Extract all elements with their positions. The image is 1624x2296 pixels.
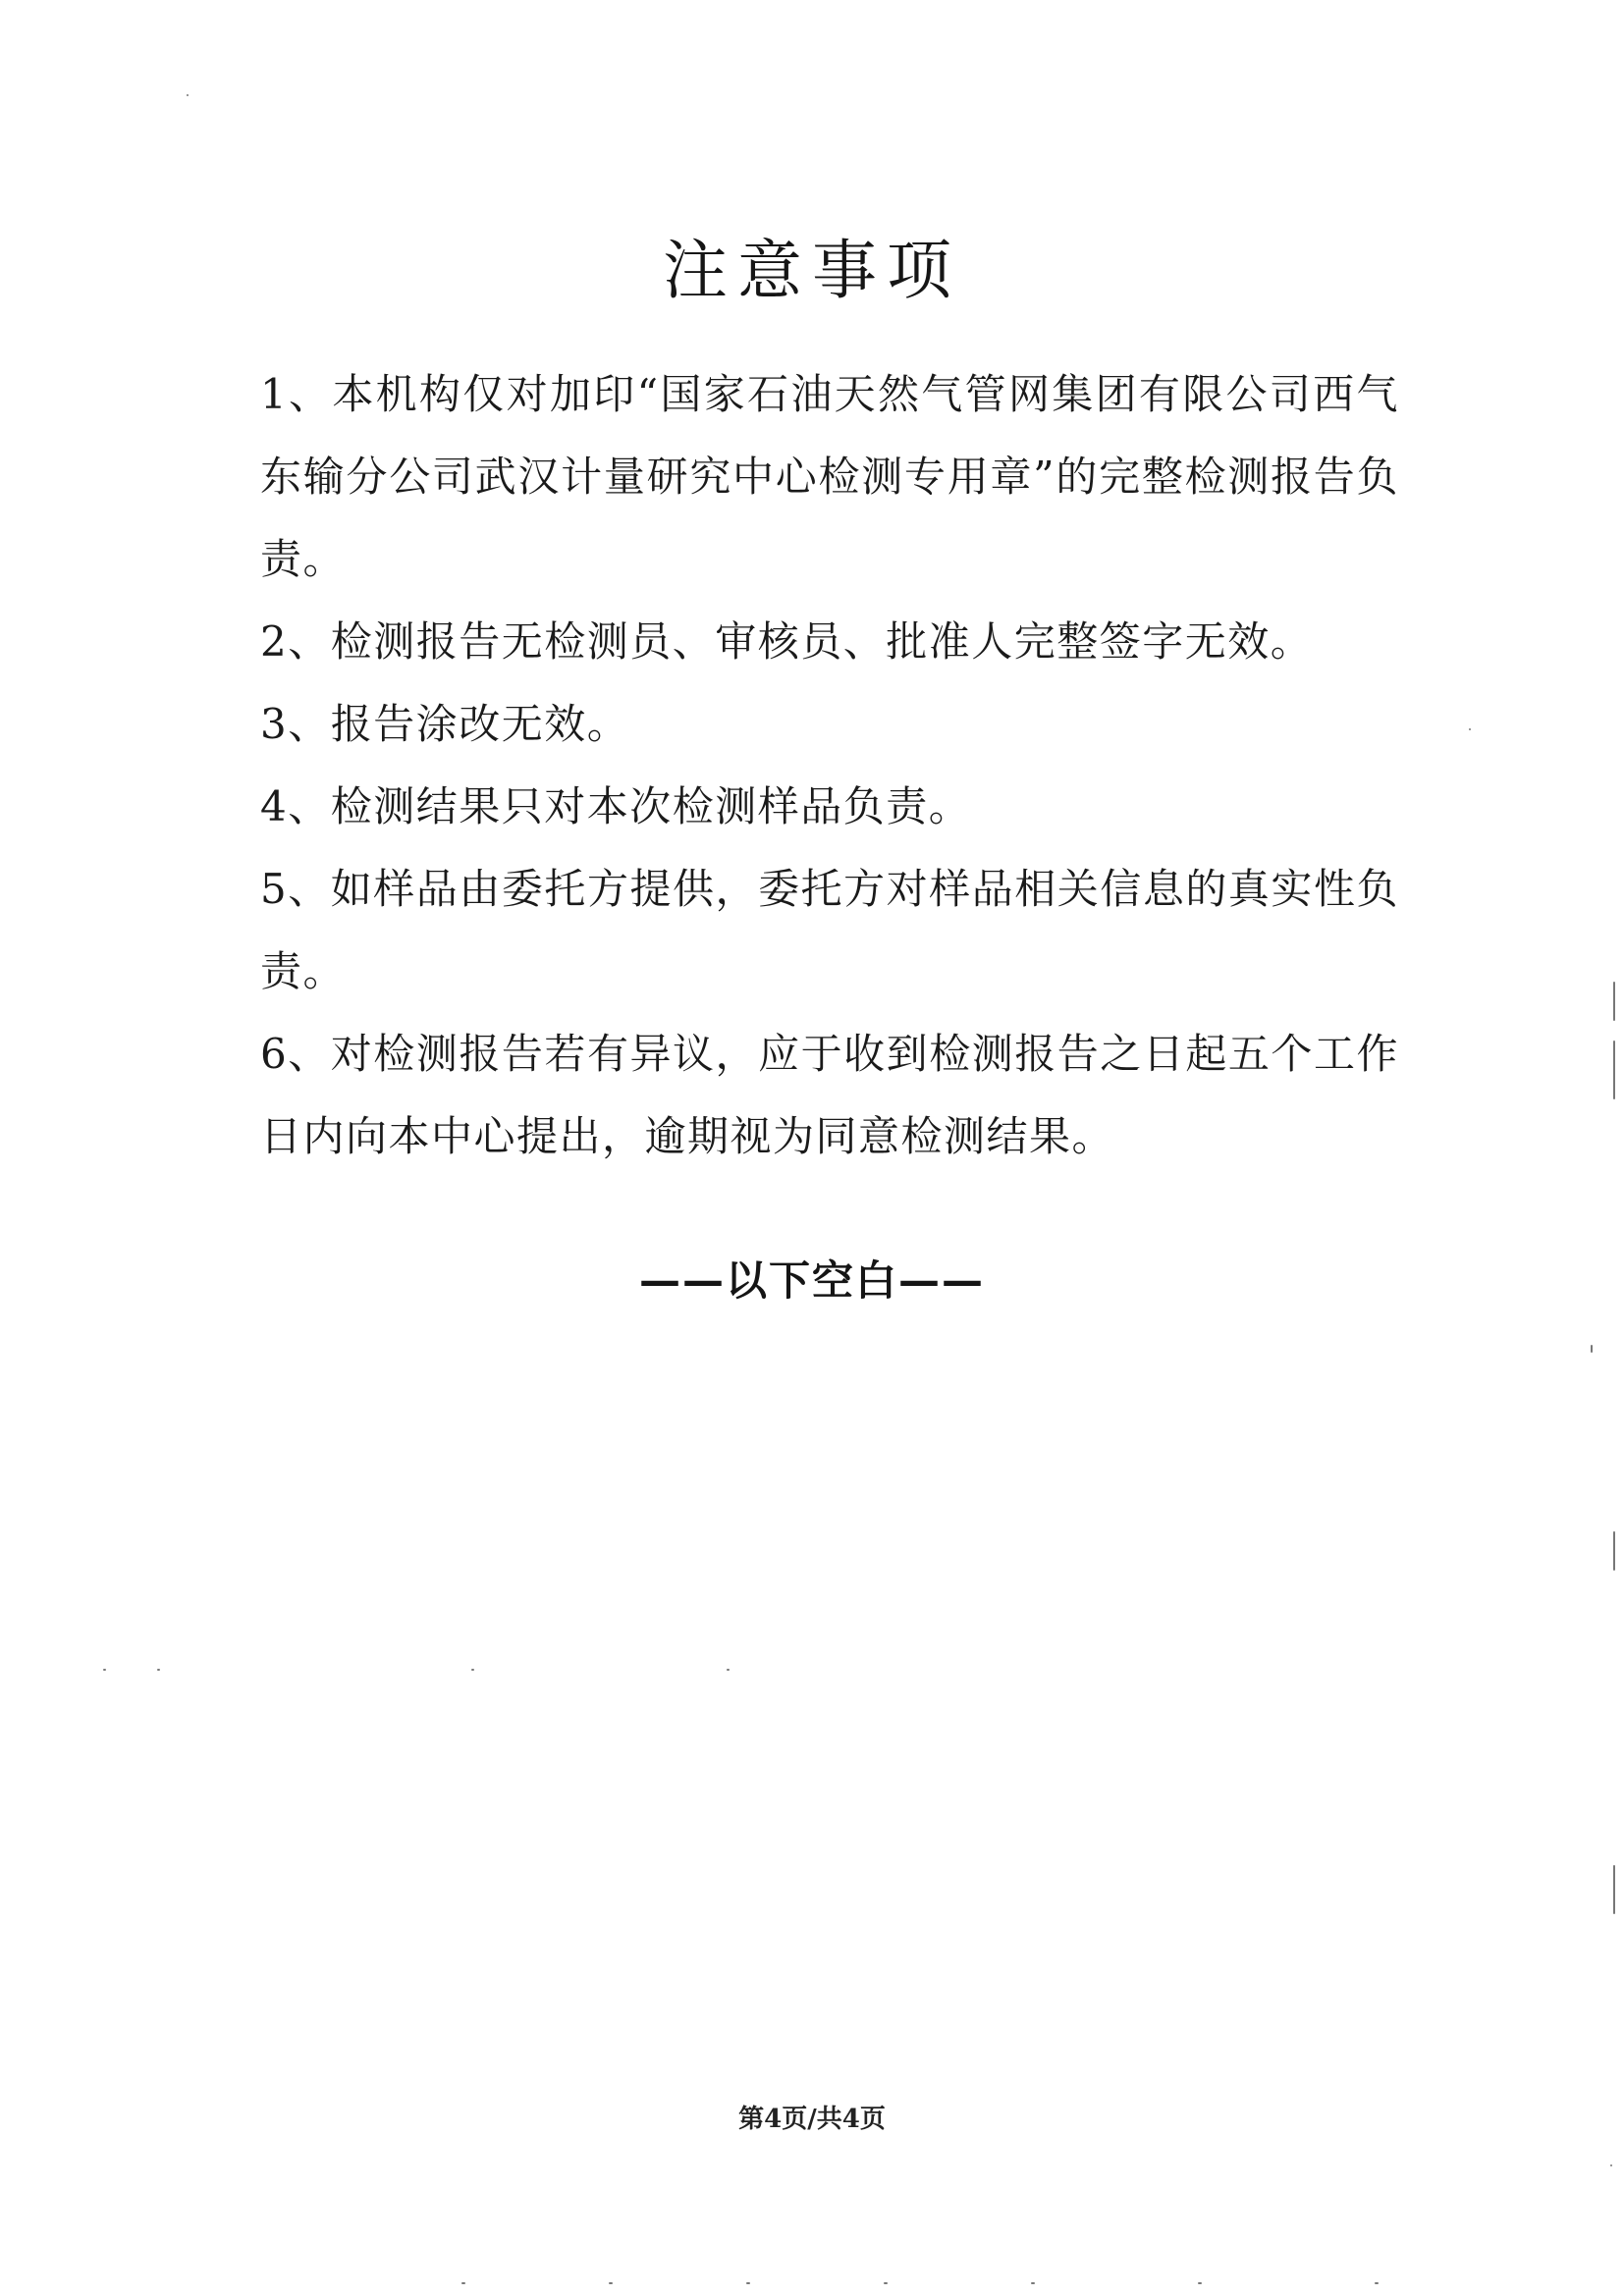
page-title: 注意事项: [663, 233, 961, 309]
scan-speck: [609, 2282, 613, 2284]
page-number: 第4页/共4页: [738, 2105, 886, 2134]
scan-speck: [1613, 1865, 1615, 1914]
note-item-2: 2、检测报告无检测员、审核员、批准人完整签字无效。: [260, 617, 1314, 666]
scan-speck: [103, 1669, 106, 1671]
scan-speck: [746, 2282, 750, 2284]
scan-speck: [1613, 1041, 1615, 1099]
note-item-4: 4、检测结果只对本次检测样品负责。: [260, 782, 972, 830]
scan-speck: [1613, 1531, 1615, 1571]
scan-speck: [1469, 728, 1471, 730]
scan-speck: [1031, 2282, 1035, 2284]
notes-list: [260, 353, 1399, 1178]
scan-speck: [461, 2282, 465, 2284]
scan-speck: [187, 94, 189, 96]
scan-speck: [884, 2282, 888, 2284]
scan-speck: [1375, 2282, 1379, 2284]
scan-speck: [1613, 982, 1615, 1021]
scan-speck: [1198, 2282, 1202, 2284]
note-item-6: 6、对检测报告若有异议，应于收到检测报告之日起五个工作日内向本中心提出，逾期视为同意检测结果。: [260, 1030, 1399, 1160]
note-item-5: 5、如样品由委托方提供，委托方对样品相关信息的真实性负责。: [260, 865, 1399, 995]
note-item-1: 1、本机构仅对加印“国家石油天然气管网集团有限公司西气东输分公司武汉计量研究中心检测专用章”的完整检测报告负责。: [260, 370, 1399, 583]
scan-speck: [1591, 1345, 1593, 1353]
scan-speck: [1610, 2164, 1612, 2166]
scan-speck: [157, 1669, 160, 1671]
note-item-3: 3、报告涂改无效。: [260, 700, 630, 748]
scan-speck: [727, 1669, 730, 1671]
end-of-content-marker: ——以下空白——: [638, 1256, 985, 1305]
scan-speck: [471, 1669, 474, 1671]
